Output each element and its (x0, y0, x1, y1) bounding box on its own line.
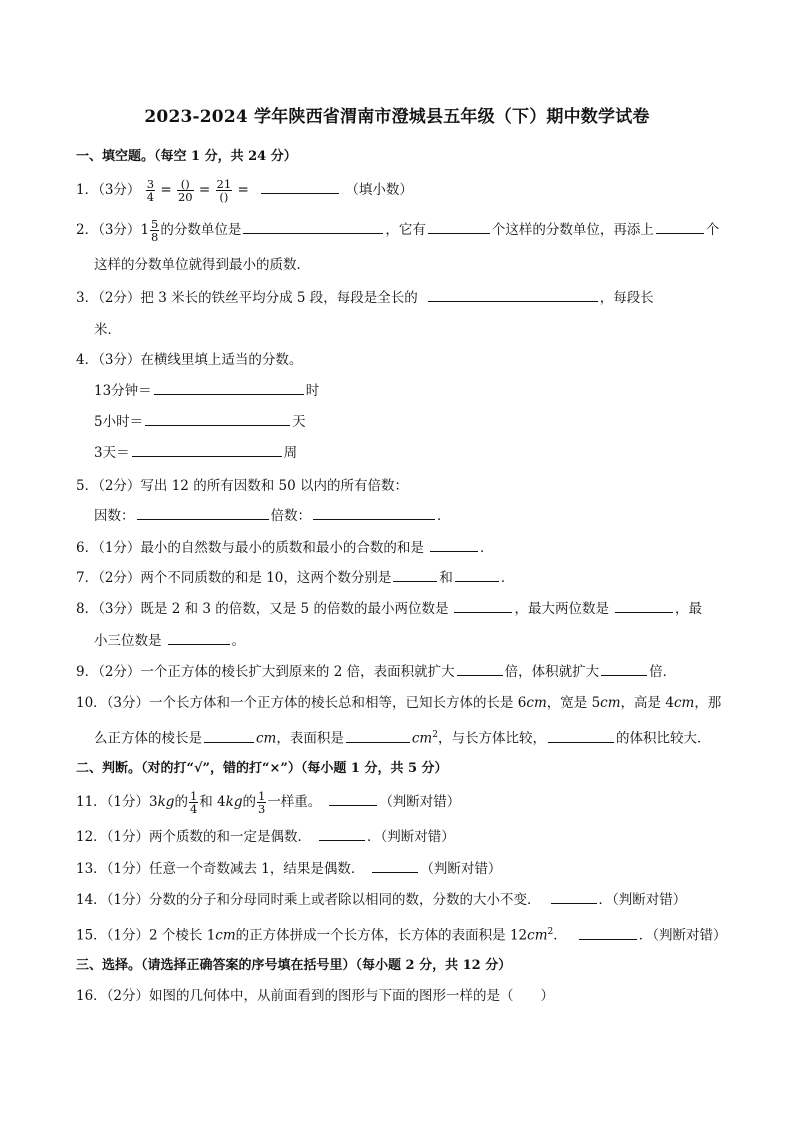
q2-fraction: $\frac{5}{8}$ (151, 217, 159, 244)
q4-row-1: 13分钟＝ 时 (94, 380, 319, 402)
question-13: 13．（1分）任意一个奇数减去 1，结果是偶数． （判断对错） (76, 858, 501, 880)
question-2: 2．（3分）1 $\frac{5}{8}$ 的分数单位是 ，它有 个这样的分数单位，再添上 个 (76, 217, 720, 244)
q3-blank-fraction[interactable] (428, 287, 598, 302)
q11-fraction-1: $\frac{1}{4}$ (189, 789, 198, 816)
q13-blank[interactable] (372, 858, 418, 873)
q5-blank-multiples[interactable] (313, 505, 435, 520)
question-12: 12．（1分）两个质数的和一定是偶数． ．（判断对错） (76, 826, 455, 848)
q1-fraction-2: $\frac{()}{20}$ (177, 177, 193, 204)
q12-blank[interactable] (319, 826, 365, 841)
q4-blank-2[interactable] (145, 411, 290, 426)
q8-blank-min3[interactable] (168, 630, 230, 645)
q14-blank[interactable] (551, 889, 597, 904)
q4-row-2: 5小时＝ 天 (94, 411, 306, 433)
q9-blank-volume[interactable] (601, 661, 647, 676)
q1-answer-blank[interactable] (261, 179, 339, 194)
q10-blank-compare[interactable] (548, 728, 614, 743)
q2-blank-unit[interactable] (243, 219, 383, 234)
question-9: 9．（2分）一个正方体的棱长扩大到原来的 2 倍，表面积就扩大 倍，体积就扩大 倍． (76, 661, 676, 683)
q5-blank-factors[interactable] (137, 505, 269, 520)
q7-blank-1[interactable] (393, 567, 437, 582)
q5-answers: 因数： 倍数： ． (94, 505, 451, 527)
question-10-cont: 么正方体的棱长是 cm，表面积是 $cm^2$，与长方体比较， 的体积比较大． (94, 724, 710, 750)
q1-prefix: 1．（3分） (76, 182, 141, 198)
q8-blank-min2[interactable] (454, 598, 512, 613)
question-14: 14．（1分）分数的分子和分母同时乘上或者除以相同的数，分数的大小不变． ．（判断对错） (76, 889, 686, 911)
q8-blank-max2[interactable] (615, 598, 673, 613)
q7-blank-2[interactable] (455, 567, 499, 582)
question-15: 15．（1分）2 个棱长 1cm的正方体拼成一个长方体，长方体的表面积是 $12cm^2$． ．（判断对错） (76, 921, 727, 947)
q1-fraction-3: $\frac{21}{()}$ (216, 177, 232, 204)
q4-blank-3[interactable] (132, 442, 282, 457)
q10-blank-edge[interactable] (204, 728, 254, 743)
question-8-cont: 小三位数是 。 (94, 630, 245, 652)
question-4: 4．（3分）在横线里填上适当的分数。 (76, 352, 303, 368)
question-3-cont: 米． (94, 322, 121, 338)
question-8: 8．（3分）既是 2 和 3 的倍数，又是 5 的倍数的最小两位数是 ，最大两位数是 ，最 (76, 598, 702, 620)
question-11: 11．（1分）3kg的 $\frac{1}{4}$ 和 4kg的 $\frac{1}{3}$ 一样重。 （判断对错） (76, 789, 461, 816)
question-2-cont: 这样的分数单位就得到最小的质数． (94, 257, 310, 273)
q4-blank-1[interactable] (154, 380, 304, 395)
q2-blank-count[interactable] (428, 219, 490, 234)
q15-blank[interactable] (579, 925, 637, 940)
q9-blank-area[interactable] (457, 661, 503, 676)
q11-blank[interactable] (329, 791, 377, 806)
question-5: 5．（2分）写出 12 的所有因数和 50 以内的所有倍数： (76, 478, 408, 494)
page-title: 2023-2024 学年陕西省渭南市澄城县五年级（下）期中数学试卷 (144, 107, 650, 127)
question-6: 6．（1分）最小的自然数与最小的质数和最小的合数的和是 ． (76, 537, 493, 559)
q1-fraction-1: $\frac{3}{4}$ (146, 177, 155, 204)
section-true-false: 二、判断。（对的打“√”，错的打“×”）（每小题 1 分，共 5 分） (76, 761, 448, 776)
question-1: 1．（3分） $\frac{3}{4}$ = $\frac{()}{20}$ = $\frac{21}{()}$ = （填小数） (76, 177, 413, 204)
q11-fraction-2: $\frac{1}{3}$ (257, 789, 266, 816)
section-multiple-choice: 三、选择。（请选择正确答案的序号填在括号里）（每小题 2 分，共 12 分） (76, 958, 512, 973)
question-3: 3．（2分）把 3 米长的铁丝平均分成 5 段，每段是全长的 ，每段长 (76, 287, 654, 309)
q6-blank[interactable] (430, 537, 478, 552)
question-7: 7．（2分）两个不同质数的和是 10，这两个数分别是 和 ． (76, 567, 514, 589)
section-fill-blank: 一、填空题。（每空 1 分，共 24 分） (76, 149, 297, 164)
q10-blank-area[interactable] (346, 728, 410, 743)
q2-blank-add[interactable] (656, 219, 704, 234)
question-16: 16．（2分）如图的几何体中，从前面看到的图形与下面的图形一样的是（ ） (76, 988, 555, 1004)
question-10: 10．（3分）一个长方体和一个正方体的棱长总和相等，已知长方体的长是 6cm，宽是 5cm，高是 4cm，那 (76, 695, 722, 711)
q4-row-3: 3天＝ 周 (94, 442, 297, 464)
